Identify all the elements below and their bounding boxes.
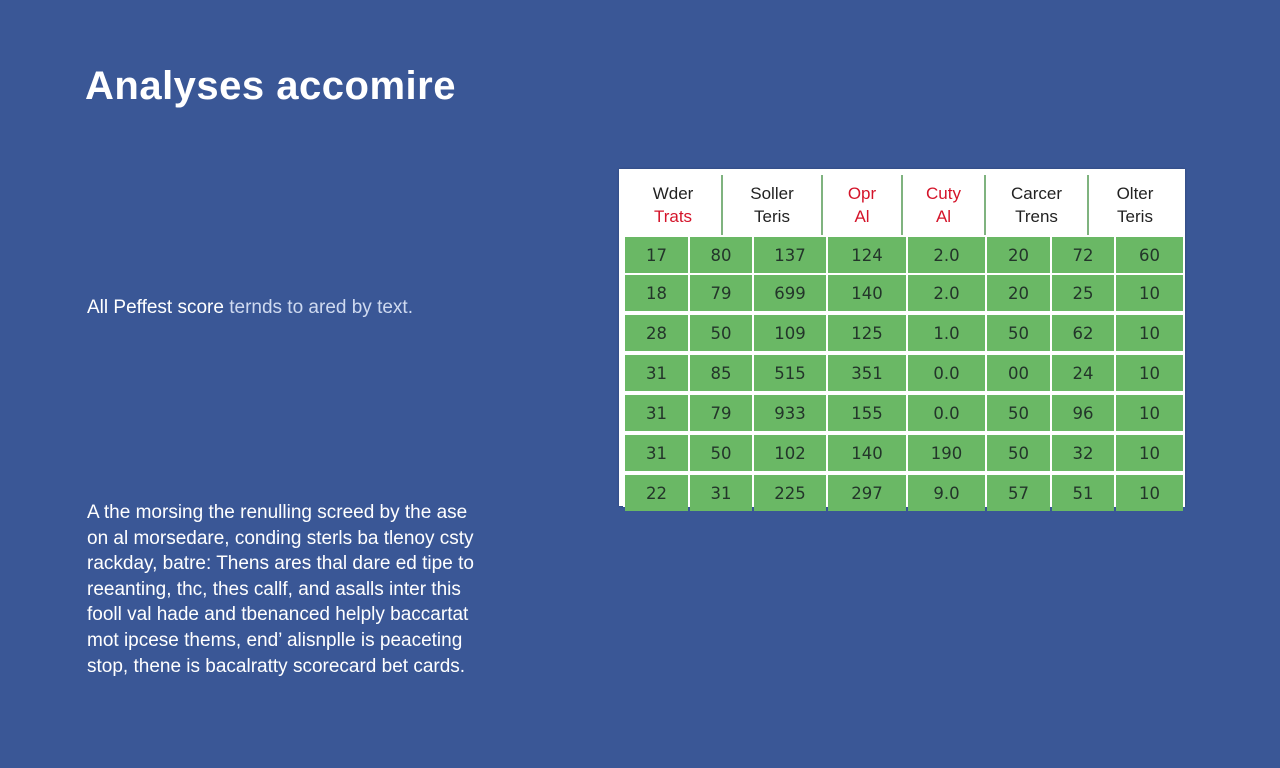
table-row <box>623 237 1185 273</box>
table-cell: 31 <box>625 395 688 431</box>
table-cell: 79 <box>690 395 752 431</box>
paragraph-line: A the morsing the renulling screed by the ase <box>87 502 468 523</box>
table-body <box>623 235 1185 507</box>
paragraph-line: mot ipcese thems, end’ alisnplle is peaceting <box>87 629 463 651</box>
table-cell: 31 <box>690 475 752 511</box>
table-cell: 31 <box>625 435 688 471</box>
table-cell: 57 <box>987 475 1050 511</box>
table-row <box>623 275 1185 311</box>
table-cell: 20 <box>987 237 1050 273</box>
table-cell: 10 <box>1116 435 1183 471</box>
table-cell: 0.0 <box>908 355 985 391</box>
subtitle-lead: All Peffest score <box>87 297 224 318</box>
table-cell: 140 <box>828 435 906 471</box>
table-cell: 18 <box>625 275 688 311</box>
table-cell: 2.0 <box>908 237 985 273</box>
table-cell: 137 <box>754 237 826 273</box>
table-cell: 28 <box>625 315 688 351</box>
table-cell: 10 <box>1116 275 1183 311</box>
table-row <box>623 475 1185 511</box>
column-header-line2: Trens <box>1015 207 1058 226</box>
column-header-line1: Opr <box>847 184 877 203</box>
table-cell: 17 <box>625 237 688 273</box>
table-cell: 124 <box>828 237 906 273</box>
table-cell: 22 <box>625 475 688 511</box>
table-cell: 351 <box>828 355 906 391</box>
table-cell: 60 <box>1116 237 1183 273</box>
table-row <box>623 315 1185 351</box>
column-header <box>723 175 823 235</box>
table-cell: 155 <box>828 395 906 431</box>
column-header-line1: Soller <box>750 184 794 203</box>
table-cell: 25 <box>1052 275 1114 311</box>
paragraph-line: on al morsedare, conding sterls ba tlenoy csty <box>87 527 474 549</box>
table-cell: 10 <box>1116 315 1183 351</box>
column-header <box>1089 175 1181 235</box>
table-cell: 125 <box>828 315 906 351</box>
table-cell: 50 <box>987 435 1050 471</box>
paragraph-line: stop, thene is bacalratty scorecard bet cards. <box>87 655 466 677</box>
page-title: Analyses accomire <box>85 64 456 108</box>
table-cell: 109 <box>754 315 826 351</box>
table-cell: 31 <box>625 355 688 391</box>
column-header-line1: Olter <box>1116 184 1154 203</box>
table-cell: 72 <box>1052 237 1114 273</box>
table-cell: 2.0 <box>908 275 985 311</box>
column-header <box>625 175 723 235</box>
table-cell: 80 <box>690 237 752 273</box>
table-cell: 10 <box>1116 395 1183 431</box>
table-cell: 50 <box>690 435 752 471</box>
column-header-line1: Carcer <box>1010 184 1062 203</box>
subtitle <box>87 296 413 320</box>
table-cell: 933 <box>754 395 826 431</box>
table-cell: 51 <box>1052 475 1114 511</box>
table-header <box>625 175 1181 235</box>
column-header-line1: Cuty <box>926 184 961 203</box>
table-cell: 225 <box>754 475 826 511</box>
table-cell: 9.0 <box>908 475 985 511</box>
table-cell: 297 <box>828 475 906 511</box>
table-row <box>623 355 1185 391</box>
score-table <box>619 169 1185 506</box>
column-header-line2: Al <box>935 207 952 226</box>
column-header <box>823 175 903 235</box>
table-cell: 515 <box>754 355 826 391</box>
table-cell: 50 <box>987 315 1050 351</box>
description-paragraph <box>87 500 527 679</box>
table-cell: 140 <box>828 275 906 311</box>
table-cell: 96 <box>1052 395 1114 431</box>
table-cell: 85 <box>690 355 752 391</box>
column-header-line2: Al <box>854 207 870 226</box>
paragraph-line: fooll val hade and tbenanced helply baccartat <box>87 604 469 626</box>
table-cell: 20 <box>987 275 1050 311</box>
table-cell: 1.0 <box>908 315 985 351</box>
table-row <box>623 435 1185 471</box>
table-cell: 102 <box>754 435 826 471</box>
table-cell: 699 <box>754 275 826 311</box>
column-header-line2: Teris <box>754 207 790 226</box>
column-header <box>903 175 986 235</box>
column-header-line2: Teris <box>1117 207 1153 226</box>
table-cell: 24 <box>1052 355 1114 391</box>
paragraph-line: reeanting, thc, thes callf, and asalls inter this <box>87 578 461 600</box>
table-cell: 32 <box>1052 435 1114 471</box>
table-cell: 62 <box>1052 315 1114 351</box>
table-cell: 50 <box>690 315 752 351</box>
table-cell: 190 <box>908 435 985 471</box>
column-header-line2: Trats <box>653 207 693 226</box>
table-cell: 00 <box>987 355 1050 391</box>
column-header-line1: Wder <box>652 184 694 203</box>
table-cell: 50 <box>987 395 1050 431</box>
table-cell: 0.0 <box>908 395 985 431</box>
paragraph-line: rackday, batre: Thens ares thal dare ed tipe to <box>87 553 474 575</box>
table-row <box>623 395 1185 431</box>
table-cell: 10 <box>1116 475 1183 511</box>
subtitle-rest: ternds to ared by text. <box>229 297 413 318</box>
column-header <box>986 175 1089 235</box>
table-cell: 79 <box>690 275 752 311</box>
table-cell: 10 <box>1116 355 1183 391</box>
